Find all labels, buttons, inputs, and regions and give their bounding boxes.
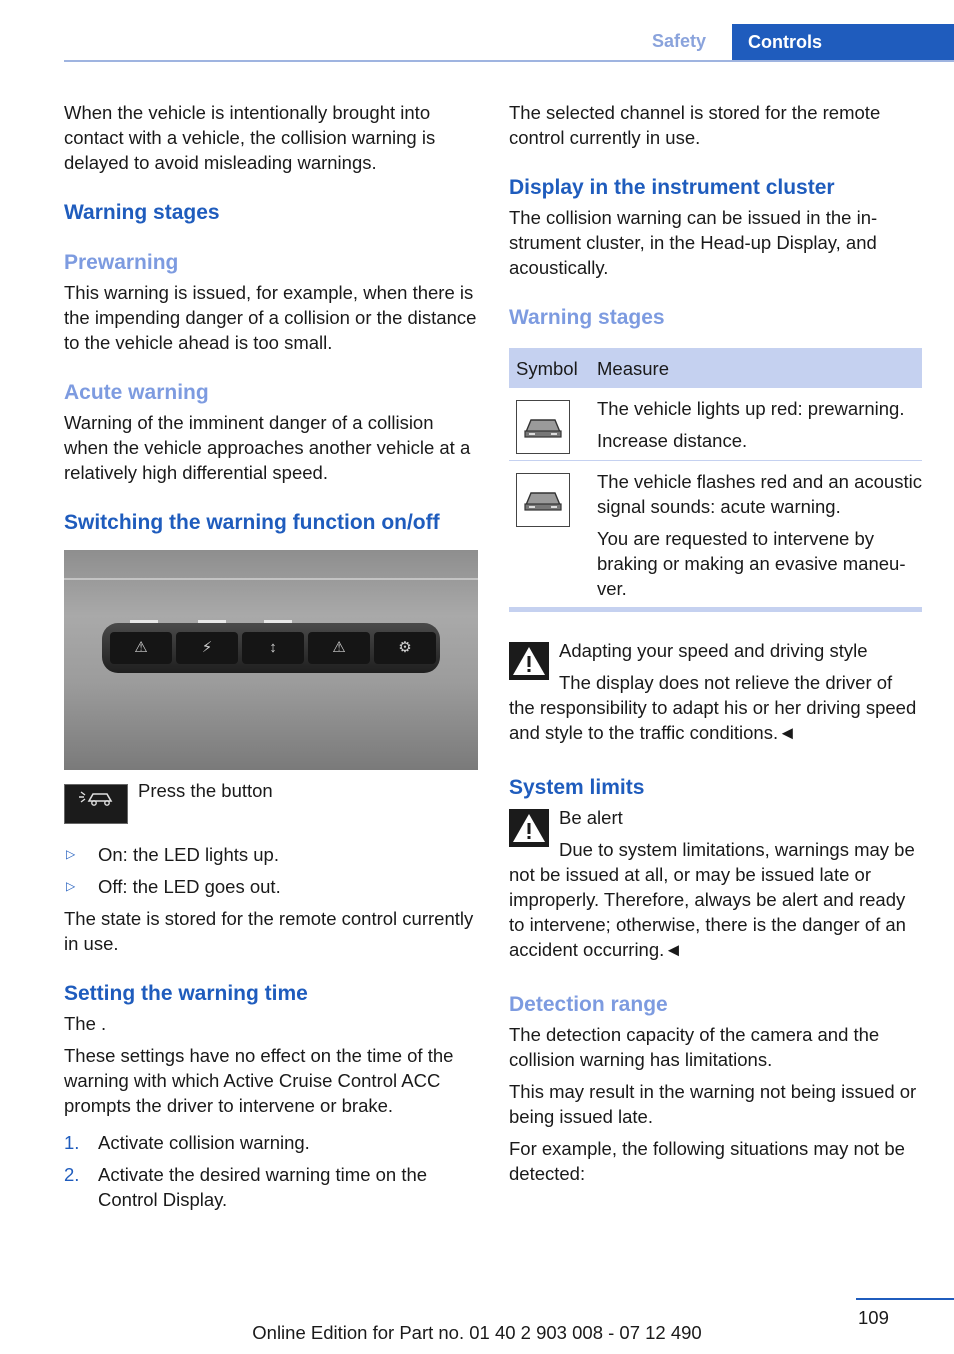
footer-edition: Online Edition for Part no. 01 40 2 903 008 - 07 12 490 [252, 1322, 702, 1343]
settings-paragraph: These settings have no effect on the time of the warning with which Active Cruise Control ACC prompts the driver to intervene or brake. [64, 1045, 454, 1116]
warning-stages-subheading: Warning stages [509, 306, 665, 329]
acute-warning-heading: Acute warning [64, 381, 209, 404]
step-text: Activate the desired warning time on the Control Display. [98, 1164, 428, 1210]
column-header-symbol: Symbol [509, 348, 597, 388]
page-number-rule [856, 1298, 954, 1300]
display-paragraph: The collision warning can be issued in the instrument cluster, in the Head-up Display, and acoustically. [509, 207, 878, 278]
intro-paragraph: When the vehicle is intentionally brought into contact with a vehicle, the collision warning is delayed to avoid misleading warnings. [64, 102, 436, 173]
table-row [509, 388, 922, 461]
prewarning-paragraph: This warning is issued, for example, when there is the impending danger of a collision or the distance to the vehicle ahead is too small. [64, 282, 477, 353]
step-item [64, 1130, 478, 1155]
measure-cell [597, 461, 922, 608]
detection-paragraph: For example, the following situations may not be detected: [509, 1138, 905, 1184]
bullet-triangle-icon: ▷ [66, 879, 76, 893]
warning-triangle-icon [509, 642, 549, 680]
vehicle-warning-icon [516, 400, 570, 454]
right-column [509, 100, 922, 1193]
collision-warning-switch-icon: ⚡︎ [176, 632, 238, 664]
caution-text: The display does not relieve the driver of the responsibility to adapt his or her driving speed and style to the traffic conditions.◄ [509, 672, 917, 743]
caution-block-speed [509, 638, 922, 745]
step-item [64, 1162, 478, 1212]
list-item [64, 842, 478, 867]
step-number: 2. [64, 1164, 80, 1185]
symbol-cell [509, 461, 597, 608]
prewarning-heading: Prewarning [64, 251, 179, 274]
acute-warning-paragraph: Warning of the imminent danger of a collision when the vehicle approaches another vehicle at a relatively high differential speed. [64, 412, 471, 483]
collision-warning-button-icon [64, 784, 128, 824]
button-panel-photo [64, 550, 478, 770]
chapter-tab-controls: Controls [732, 24, 954, 61]
detection-range-heading: Detection range [509, 993, 668, 1016]
lane-departure-switch-icon: ⚠︎ [110, 632, 172, 664]
warning-stages-table [509, 348, 922, 607]
press-button-text: Press the button [138, 780, 273, 801]
caution-block-alert [509, 805, 922, 962]
step-text: Activate collision warning. [98, 1132, 310, 1153]
photo-trim-line [64, 578, 478, 580]
measure-cell [597, 388, 922, 461]
vehicle-warning-icon [516, 473, 570, 527]
led-indicator [264, 620, 292, 623]
measure-line: Increase distance. [597, 430, 748, 451]
left-column [64, 100, 478, 1219]
caution-title: Adapting your speed and driving style [559, 640, 868, 661]
led-indicator [130, 620, 158, 623]
list-item-text: On: the LED lights up. [98, 844, 279, 865]
system-limits-heading: System limits [509, 776, 645, 799]
state-paragraph: The state is stored for the remote control currently in use. [64, 908, 474, 954]
caution-text: Due to system limitations, warnings may be not be issued at all, or may be issued late or improperly. Therefore, always be alert and ready to intervene; otherwise, there is the danger of an accident occurring.◄ [509, 839, 915, 960]
table-row [509, 461, 922, 608]
led-indicator [198, 620, 226, 623]
the-paragraph: The . [64, 1013, 107, 1034]
detection-paragraph: This may result in the warning not being issued or being issued late. [509, 1081, 917, 1127]
list-item [64, 874, 478, 899]
column-header-measure: Measure [597, 348, 922, 388]
detection-paragraph: The detection capacity of the camera and the collision warning has limitations. [509, 1024, 880, 1070]
section-tab-safety: Safety [652, 31, 707, 51]
warning-triangle-icon [509, 809, 549, 847]
press-button-row [64, 780, 478, 832]
lane-warning-switch-icon: ⚠︎ [308, 632, 370, 664]
measure-line: The vehicle flashes red and an acoustic signal sounds: acute warning. [597, 471, 922, 517]
measure-line: You are requested to intervene by braking or making an evasive maneuver. [597, 528, 906, 599]
step-number: 1. [64, 1132, 80, 1153]
table-bottom-rule [509, 607, 922, 612]
symbol-cell [509, 388, 597, 461]
warning-stages-heading: Warning stages [64, 201, 220, 224]
display-heading: Display in the instrument cluster [509, 176, 835, 199]
page-number: 109 [858, 1307, 889, 1328]
table-header-row [509, 348, 922, 388]
setting-warning-time-heading: Setting the warning time [64, 982, 308, 1005]
list-item-text: Off: the LED goes out. [98, 876, 281, 897]
header-rule [64, 60, 954, 62]
caution-title: Be alert [559, 807, 623, 828]
channel-paragraph: The selected channel is stored for the remote control currently in use. [509, 102, 881, 148]
park-distance-switch-icon: ⚙︎ [374, 632, 436, 664]
pedestrian-warning-switch-icon: ↕︎ [242, 632, 304, 664]
switching-heading: Switching the warning function on/off [64, 511, 440, 534]
bullet-triangle-icon: ▷ [66, 847, 76, 861]
measure-line: The vehicle lights up red: prewarning. [597, 398, 905, 419]
